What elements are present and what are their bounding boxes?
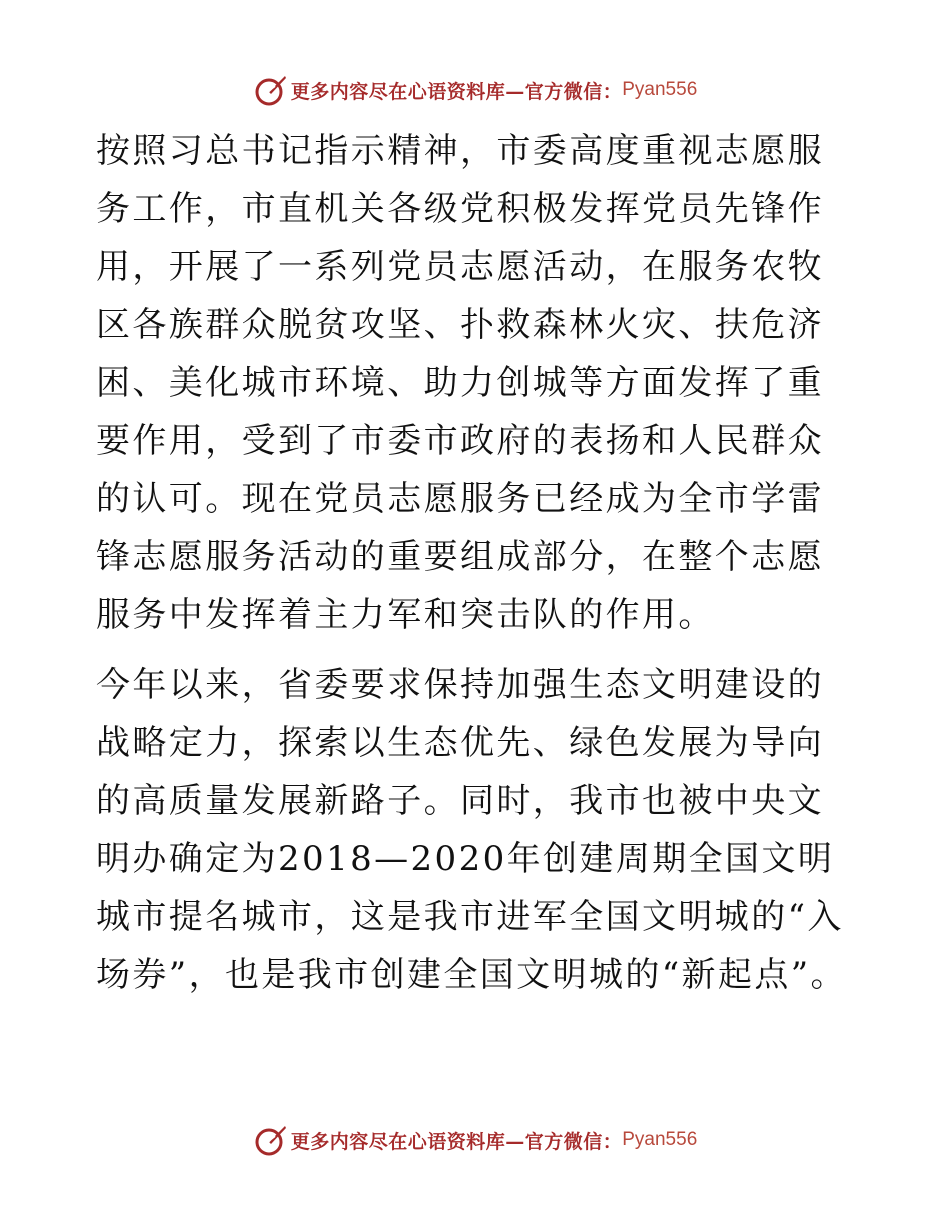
paragraph: 今年以来，省委要求保持加强生态文明建设的战略定力，探索以生态优先、绿色发展为导向的高质量发展新路子。同时，我市也被中央文明办确定为2018—2020年创建周期全国文明城市提名城市，这是我市进军全国文明城的“入场券”，也是我市创建全国文明城的“新起点”。 [96,665,847,995]
paragraph: 按照习总书记指示精神，市委高度重视志愿服务工作，市直机关各级党积极发挥党员先锋作用，开展了一系列党员志愿活动，在服务农牧区各族群众脱贫攻坚、扑救森林火灾、扶危济困、美化城市环境、助力创城等方面发挥了重要作用，受到了市委市政府的表扬和人民群众的认可。现在党员志愿服务已经成为全市学雷锋志愿服务活动的重要组成部分，在整个志愿服务中发挥着主力军和突击队的作用。 [96,131,824,635]
header-watermark-handle: Pyan556 [622,79,698,100]
quill-logo-icon [253,1122,289,1158]
footer-watermark [0,1120,950,1160]
header-watermark [0,70,950,110]
header-watermark-text: 更多内容尽在心语资料库—官方微信： [290,80,623,103]
footer-watermark-text: 更多内容尽在心语资料库—官方微信： [290,1130,623,1153]
footer-watermark-handle: Pyan556 [622,1129,698,1150]
document-body [96,122,856,1004]
quill-logo-icon [253,72,289,108]
